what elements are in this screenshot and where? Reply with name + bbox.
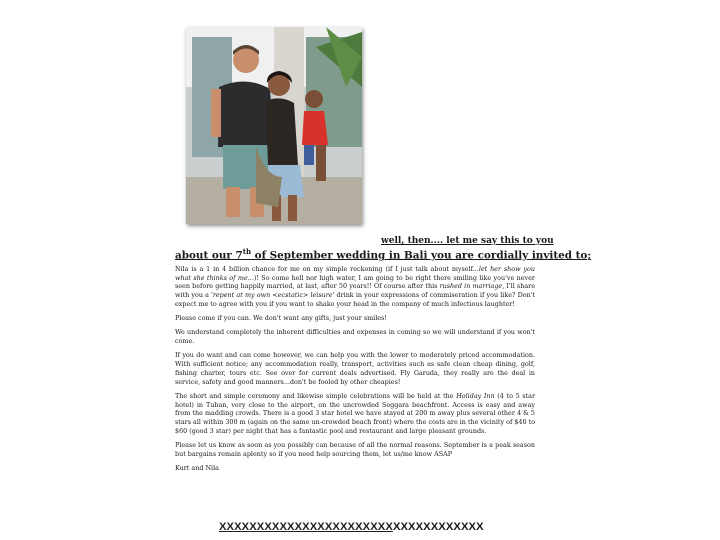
- redacted-contact: XXXXXXXXXXXXXXXXXXXXXXXXXXXXXXXXXXX: [219, 521, 484, 533]
- paragraph-no-gifts: Please come if you can. We don't want any gifts, just your smiles!: [175, 314, 387, 323]
- heading-intro: well, then.... let me say this to you: [381, 236, 554, 246]
- paragraph-venue: The short and simple ceremony and likewise simple celebrations will be held at the Holiday Inn (4 to 5 star hotel) in Tuban, very close to the airport, on the uncrowded Seggara beachfront. Access is easy and away from the madding crowds. There is a good 3 star hotel we have stayed at 200 m away plus several other 4 & 5 stars all within 300 m (again on the same un-crowded beach front) where the costs are in the vicinity of $40 to $60 (good 3 star) per night that has a fantastic pool and restaurant and large pleasant grounds.: [175, 391, 535, 435]
- paragraph-accommodation: If you do want and can come however, we can help you with the lower to moderately priced accommodation. With sufficient notice; any accommodation really, transport, activities such as safe clean cheap dining, golf, fishing charter, tours etc. See over for current deals advertised. Fly Garuda, they really are the deal in service, safety and good manners...don't be fooled by other cheapies!: [175, 351, 535, 386]
- signature: Kurt and Nila: [175, 463, 219, 472]
- photo-image: [186, 27, 362, 224]
- couple-with-child-photo: [186, 27, 362, 224]
- paragraph-understanding: We understand completely the inherent difficulties and expenses in coming so we will understand if you won't come.: [175, 328, 535, 346]
- heading-invitation: about our 7th of September wedding in Bali you are cordially invited to;: [175, 247, 592, 262]
- paragraph-rsvp: Please let us know as soon as you possibly can because of all the normal reasons. September is a peak season but bargains remain aplenty so if you need help sourcing them, let us/me know ASAP: [175, 440, 535, 458]
- invitation-body: [175, 265, 535, 478]
- paragraph-intro: Nila is a 1 in 4 billion chance for me on my simple reckoning (if I just talk about myself...let her show you what she thinks of me...)! So come hell nor high water, I am going to be right there smiling like you've never seen before getting happily married, at last, after 50 years!! Of course after this rushed in marriage, I'll share with you a 'repent at my own <ecstatic> leisure' drink in your expressions of commiseration if you like? Don't expect me to agree with you if you want to shake your head in the company of much infectious laughter!: [175, 265, 535, 308]
